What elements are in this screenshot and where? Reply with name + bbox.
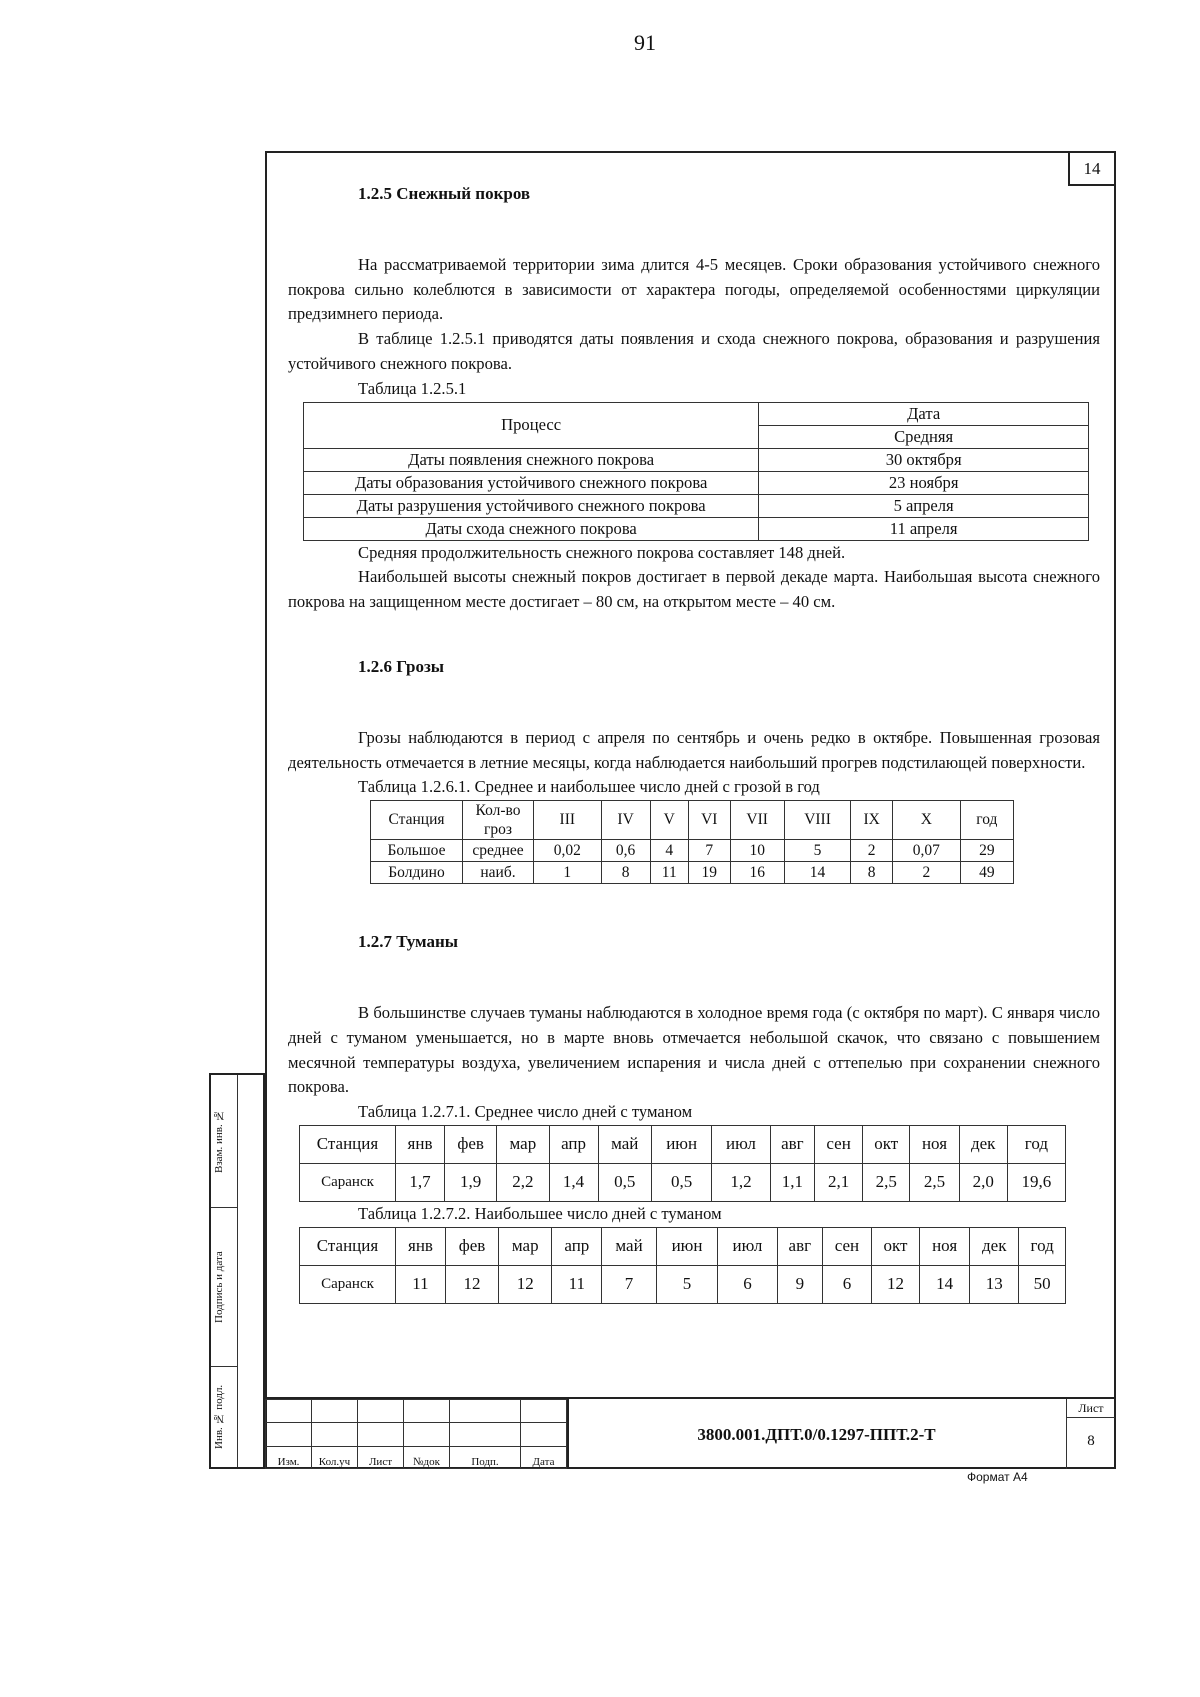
header-cell: июн <box>656 1227 717 1265</box>
table-cell: 23 ноября <box>759 471 1089 494</box>
table-caption: Таблица 1.2.5.1 <box>358 378 467 398</box>
header-cell: год <box>1019 1227 1066 1265</box>
header-cell: апр <box>549 1125 598 1163</box>
table-cell: 5 <box>784 840 851 862</box>
sheet-box: 14 <box>1068 151 1116 186</box>
table-cell: 30 октября <box>759 448 1089 471</box>
header-cell: III <box>534 801 602 840</box>
header-cell: VI <box>688 801 730 840</box>
table-cell: 2,1 <box>815 1163 863 1201</box>
header-cell: IV <box>601 801 650 840</box>
table-row <box>304 471 1089 494</box>
table-cell: 1,9 <box>445 1163 497 1201</box>
table-caption: Таблица 1.2.7.1. Среднее число дней с туманом <box>358 1102 693 1122</box>
paragraph: Средняя продолжительность снежного покрова составляет 148 дней. <box>358 542 846 562</box>
header-cell: Станция <box>371 801 463 840</box>
table-cell: 5 <box>656 1265 717 1303</box>
section-title-snow: 1.2.5 Снежный покров <box>358 184 531 203</box>
table-cell: 0,07 <box>893 840 961 862</box>
col-label: Дата <box>521 1446 567 1468</box>
table-cell: 0,6 <box>601 840 650 862</box>
side-stamp <box>209 1073 265 1469</box>
table-cell: 19 <box>688 862 730 884</box>
station-cell: Большое <box>371 840 463 862</box>
header-cell: V <box>650 801 688 840</box>
table-cell: 1 <box>534 862 602 884</box>
table-cell: 14 <box>784 862 851 884</box>
header-cell: дек <box>959 1125 1007 1163</box>
table-cell: 11 <box>650 862 688 884</box>
table-cell: 50 <box>1019 1265 1066 1303</box>
header-cell: июл <box>712 1125 770 1163</box>
header-cell: май <box>602 1227 656 1265</box>
header-cell: Средняя <box>759 425 1089 448</box>
station-cell: Болдино <box>371 862 463 884</box>
table-cell: 11 <box>552 1265 602 1303</box>
col-label: Лист <box>358 1446 404 1468</box>
table-cell: 2 <box>851 840 893 862</box>
snow-table <box>303 402 1089 541</box>
header-cell: июн <box>652 1125 712 1163</box>
col-label: №док <box>404 1446 450 1468</box>
header-cell: янв <box>396 1125 445 1163</box>
table-row <box>304 494 1089 517</box>
table-row <box>371 840 1014 862</box>
header-cell: Кол-во гроз <box>463 801 534 840</box>
col-label: Кол.уч <box>312 1446 358 1468</box>
header-cell: окт <box>871 1227 919 1265</box>
table-cell: 1,1 <box>770 1163 815 1201</box>
table-cell: 16 <box>730 862 784 884</box>
header-cell: апр <box>552 1227 602 1265</box>
col-label: Изм. <box>266 1446 312 1468</box>
header-cell: Процесс <box>304 402 759 448</box>
header-cell: мар <box>499 1227 552 1265</box>
section-title-fog: 1.2.7 Туманы <box>358 932 459 952</box>
table-cell: 19,6 <box>1007 1163 1065 1201</box>
stamp-label-podpis: Подпись и дата <box>213 1251 225 1323</box>
table-row <box>304 517 1089 540</box>
table-cell: 1,4 <box>549 1163 598 1201</box>
paragraph: На рассматриваемой территории зима длится 4-5 месяцев. Сроки образования устойчивого снежного покрова сильно колеблются в зависимости от характера погоды, определяемой особенностями циркуляции предзимнего периода. <box>288 254 1100 324</box>
table-cell: 2 <box>893 862 961 884</box>
table-cell: 6 <box>718 1265 777 1303</box>
title-block <box>265 1397 1116 1469</box>
table-cell: 49 <box>960 862 1013 884</box>
table-cell: 7 <box>688 840 730 862</box>
page-content <box>288 182 1100 1304</box>
header-cell: авг <box>770 1125 815 1163</box>
station-cell: Саранск <box>300 1265 396 1303</box>
header-cell: ноя <box>910 1125 959 1163</box>
stamp-label-inv: Инв. № подл. <box>213 1384 225 1450</box>
table-cell: Даты появления снежного покрова <box>304 448 759 471</box>
table-cell: 1,7 <box>396 1163 445 1201</box>
header-cell: Дата <box>759 402 1089 425</box>
header-cell: янв <box>396 1227 446 1265</box>
table-cell: 4 <box>650 840 688 862</box>
table-caption: Таблица 1.2.6.1. Среднее и наибольшее число дней с грозой в год <box>358 777 820 797</box>
table-cell: 8 <box>851 862 893 884</box>
table-cell: Даты разрушения устойчивого снежного покрова <box>304 494 759 517</box>
document-code: 3800.001.ДПТ.0/0.1297-ППТ.2-Т <box>697 1425 936 1444</box>
section-title-storms: 1.2.6 Грозы <box>358 656 445 676</box>
table-cell: 10 <box>730 840 784 862</box>
header-cell: IX <box>851 801 893 840</box>
table-cell: среднее <box>463 840 534 862</box>
paragraph: В большинстве случаев туманы наблюдаются в холодное время года (с октября по март). С января число дней с туманом уменьшается, но в марте вновь отмечается небольшой скачок, что связано с повышением месячной температуры воздуха, увеличением испарения и числа дней с оттепелью при сохранении снежного покрова. <box>288 1002 1100 1097</box>
header-cell: фев <box>445 1227 498 1265</box>
header-cell: год <box>960 801 1013 840</box>
table-cell: 7 <box>602 1265 656 1303</box>
table-cell: 0,5 <box>598 1163 651 1201</box>
table-cell: 5 апреля <box>759 494 1089 517</box>
paragraph: Грозы наблюдаются в период с апреля по сентябрь и очень редко в октябре. Повышенная грозовая деятельность отмечается в летние месяцы, когда наблюдается наибольший прогрев подстилающей поверхности. <box>288 727 1100 772</box>
header-cell: мар <box>497 1125 549 1163</box>
table-cell: 2,5 <box>863 1163 910 1201</box>
sheet-number: 8 <box>1087 1433 1095 1449</box>
table-cell: 2,5 <box>910 1163 959 1201</box>
storms-table <box>370 800 1014 884</box>
table-cell: 0,5 <box>652 1163 712 1201</box>
header-cell: авг <box>777 1227 822 1265</box>
table-cell: 2,2 <box>497 1163 549 1201</box>
header-cell: фев <box>445 1125 497 1163</box>
fog-max-table <box>299 1227 1066 1304</box>
table-cell: Даты образования устойчивого снежного покрова <box>304 471 759 494</box>
header-cell: сен <box>823 1227 872 1265</box>
table-cell: 9 <box>777 1265 822 1303</box>
header-cell: дек <box>970 1227 1019 1265</box>
table-cell: 11 апреля <box>759 517 1089 540</box>
paragraph: Наибольшей высоты снежный покров достигает в первой декаде марта. Наибольшая высота снежного покрова на защищенном месте достигает – 80 см, на открытом месте – 40 см. <box>288 567 1100 612</box>
station-cell: Саранск <box>300 1163 396 1201</box>
sheet-label: Лист <box>1067 1399 1115 1418</box>
table-cell: 0,02 <box>534 840 602 862</box>
header-cell: Станция <box>300 1125 396 1163</box>
header-cell: ноя <box>920 1227 970 1265</box>
format-label: Формат А4 <box>967 1470 1028 1484</box>
header-cell: сен <box>815 1125 863 1163</box>
table-caption: Таблица 1.2.7.2. Наибольшее число дней с туманом <box>358 1203 722 1223</box>
table-cell: 8 <box>601 862 650 884</box>
table-row <box>304 448 1089 471</box>
header-cell: VII <box>730 801 784 840</box>
table-row <box>371 862 1014 884</box>
header-cell: год <box>1007 1125 1065 1163</box>
table-cell: 6 <box>823 1265 872 1303</box>
stamp-label-vzam: Взам. инв. № <box>213 1109 225 1173</box>
col-label: Подп. <box>450 1446 521 1468</box>
fog-avg-table <box>299 1125 1066 1202</box>
header-cell: июл <box>718 1227 777 1265</box>
table-cell: 12 <box>499 1265 552 1303</box>
header-cell: X <box>893 801 961 840</box>
table-cell: 2,0 <box>959 1163 1007 1201</box>
table-cell: 12 <box>445 1265 498 1303</box>
table-cell: 1,2 <box>712 1163 770 1201</box>
table-cell: 14 <box>920 1265 970 1303</box>
table-cell: наиб. <box>463 862 534 884</box>
paragraph: В таблице 1.2.5.1 приводятся даты появления и схода снежного покрова, образования и разрушения устойчивого снежного покрова. <box>288 329 1100 373</box>
header-cell: май <box>598 1125 651 1163</box>
table-cell: 11 <box>396 1265 446 1303</box>
header-cell: Станция <box>300 1227 396 1265</box>
header-cell: VIII <box>784 801 851 840</box>
page-number: 91 <box>634 30 656 55</box>
table-cell: Даты схода снежного покрова <box>304 517 759 540</box>
table-cell: 12 <box>871 1265 919 1303</box>
table-cell: 13 <box>970 1265 1019 1303</box>
revision-grid <box>265 1399 567 1469</box>
table-cell: 29 <box>960 840 1013 862</box>
header-cell: окт <box>863 1125 910 1163</box>
